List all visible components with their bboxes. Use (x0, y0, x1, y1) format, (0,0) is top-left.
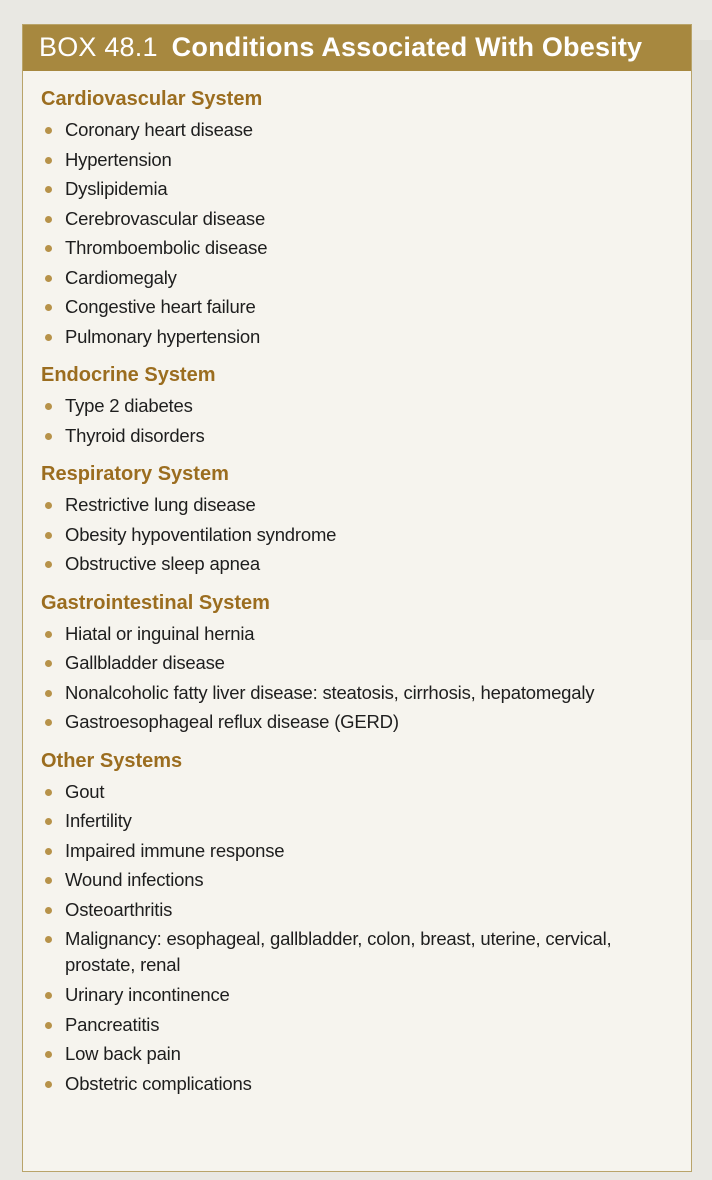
list-item (41, 520, 673, 550)
list-item (41, 806, 673, 836)
item-text: Pulmonary hypertension (65, 325, 261, 347)
box-label: BOX 48.1 (39, 32, 158, 62)
bullet-icon (45, 532, 52, 539)
bullet-icon (45, 789, 52, 796)
item-text: Osteoarthritis (65, 898, 173, 920)
list-item (41, 707, 673, 737)
bullet-icon (45, 690, 52, 697)
box-title: Conditions Associated With Obesity (171, 32, 643, 62)
bullet-icon (45, 157, 52, 164)
list-item (41, 777, 673, 807)
item-text: Hiatal or inguinal hernia (65, 622, 255, 644)
bullet-icon (45, 403, 52, 410)
item-text: Thyroid disorders (65, 424, 205, 446)
section-other (41, 747, 673, 1099)
list-item (41, 619, 673, 649)
item-list (41, 490, 673, 579)
section-cardiovascular (41, 85, 673, 351)
list-item (41, 836, 673, 866)
item-text: Cerebrovascular disease (65, 207, 266, 229)
item-text: Gout (65, 780, 105, 802)
list-item (41, 145, 673, 175)
list-item (41, 924, 673, 980)
list-item (41, 549, 673, 579)
item-text: Cardiomegaly (65, 266, 177, 288)
section-title: Respiratory System (41, 463, 229, 485)
bullet-icon (45, 245, 52, 252)
bullet-icon (45, 992, 52, 999)
item-text: Malignancy: esophageal, gallbladder, colon, breast, uterine, cervical, prostate, renal (65, 928, 612, 975)
item-text: Type 2 diabetes (65, 395, 193, 416)
bullet-icon (45, 304, 52, 311)
item-text: Low back pain (65, 1043, 181, 1064)
bullet-icon (45, 561, 52, 568)
item-text: Urinary incontinence (65, 984, 230, 1005)
item-text: Obstructive sleep apnea (65, 553, 260, 574)
bullet-icon (45, 936, 52, 943)
list-item (41, 322, 673, 352)
bullet-icon (45, 818, 52, 825)
list-item (41, 1039, 673, 1069)
item-text: Restrictive lung disease (65, 494, 256, 515)
bullet-icon (45, 334, 52, 341)
item-list (41, 777, 673, 1099)
section-title: Gastrointestinal System (41, 591, 270, 614)
box-header (23, 25, 691, 71)
item-list (41, 115, 673, 351)
list-item (41, 263, 673, 293)
bullet-icon (45, 1051, 52, 1058)
item-text: Gallbladder disease (65, 652, 225, 673)
bullet-icon (45, 848, 52, 855)
bullet-icon (45, 1081, 52, 1088)
list-item (41, 233, 673, 263)
item-list (41, 391, 673, 450)
item-text: Thromboembolic disease (65, 237, 268, 258)
bullet-icon (45, 275, 52, 282)
list-item (41, 292, 673, 322)
item-list (41, 619, 673, 737)
section-gastrointestinal (41, 589, 673, 737)
bullet-icon (45, 216, 52, 223)
item-text: Coronary heart disease (65, 119, 253, 140)
list-item (41, 391, 673, 421)
bullet-icon (45, 127, 52, 134)
list-item (41, 865, 673, 895)
item-text: Impaired immune response (65, 839, 285, 861)
item-text: Wound infections (65, 869, 204, 890)
item-text: Pancreatitis (65, 1013, 160, 1035)
item-text: Hypertension (65, 148, 172, 170)
list-item (41, 174, 673, 204)
list-item (41, 895, 673, 925)
list-item (41, 490, 673, 520)
item-text: Gastroesophageal reflux disease (GERD) (65, 711, 399, 732)
list-item (41, 115, 673, 145)
list-item (41, 648, 673, 678)
item-text: Congestive heart failure (65, 296, 256, 317)
item-text: Infertility (65, 810, 132, 831)
list-item (41, 678, 673, 708)
item-text: Obesity hypoventilation syndrome (65, 523, 337, 545)
section-title: Cardiovascular System (41, 88, 263, 110)
bullet-icon (45, 186, 52, 193)
list-item (41, 1010, 673, 1040)
section-title: Other Systems (41, 749, 183, 772)
section-title: Endocrine System (41, 364, 216, 386)
list-item (41, 204, 673, 234)
item-text: Dyslipidemia (65, 178, 168, 199)
bullet-icon (45, 433, 52, 440)
bullet-icon (45, 877, 52, 884)
section-endocrine (41, 361, 673, 450)
item-text: Obstetric complications (65, 1072, 252, 1094)
list-item (41, 421, 673, 451)
list-item (41, 1069, 673, 1099)
item-text: Nonalcoholic fatty liver disease: steatosis, cirrhosis, hepatomegaly (65, 681, 595, 703)
bullet-icon (45, 907, 52, 914)
bullet-icon (45, 660, 52, 667)
section-respiratory (41, 460, 673, 579)
bullet-icon (45, 719, 52, 726)
conditions-box (22, 24, 692, 1172)
bullet-icon (45, 631, 52, 638)
bullet-icon (45, 1022, 52, 1029)
bullet-icon (45, 502, 52, 509)
list-item (41, 980, 673, 1010)
box-body (23, 71, 691, 1098)
